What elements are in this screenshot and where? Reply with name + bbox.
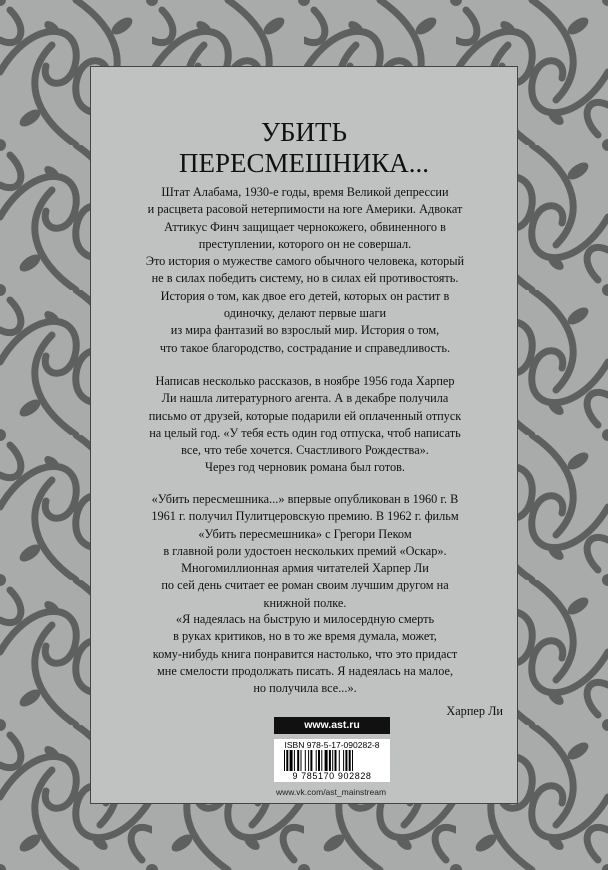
barcode-bar: [308, 750, 309, 771]
synopsis-paragraph: [113, 184, 497, 357]
text-line: преступлении, которого он не совершал.: [198, 236, 412, 251]
text-line: на целый год. «У тебя есть один год отпуска, чтоб написать: [149, 425, 461, 440]
text-line: но получила все...».: [253, 681, 357, 696]
barcode-bar: [335, 750, 337, 771]
text-line: из мира фантазий во взрослый мир. История о том,: [170, 323, 440, 338]
text-line: в руках критиков, но в то же время думала, может,: [173, 629, 437, 644]
text-line: Написав несколько рассказов, в ноябре 1956 года Харпер: [155, 374, 455, 388]
text-line: кому-нибудь книга понравится настолько, что это придаст: [152, 646, 458, 661]
author-quote: [113, 611, 497, 697]
barcode-bar: [297, 750, 299, 771]
barcode-bars: [284, 750, 380, 771]
text-line: «Я надеялась на быструю и милосердную смерть: [175, 612, 435, 626]
barcode-bar: [284, 750, 285, 771]
text-line: письмо от друзей, которые подарили ей оплаченный отпуск: [148, 408, 462, 423]
barcode-bar: [332, 750, 333, 771]
text-line: по сей день считает ее роман своим лучшим другом на: [161, 578, 449, 593]
awards-paragraph: [113, 491, 497, 612]
book-title: [91, 117, 517, 179]
text-line: Это история о мужестве самого обычного человека, который: [145, 254, 465, 269]
text-line: История о том, как двое его детей, которых он растит в: [160, 288, 450, 303]
barcode-bar: [329, 750, 331, 771]
text-line: «Убить пересмешника...» впервые опубликован в 1960 г. В: [151, 492, 459, 506]
barcode-bar: [310, 750, 312, 771]
text-line: не в силах победить систему, но в силах ей противостоять.: [151, 271, 459, 286]
text-panel: [90, 66, 518, 804]
barcode-bar: [316, 750, 317, 771]
history-paragraph: [113, 373, 497, 477]
barcode-bar: [325, 750, 328, 771]
text-line: Ли нашла литературного агента. А в декабре получила: [161, 391, 449, 406]
barcode-bar: [286, 750, 288, 771]
text-line: «Убить пересмешника» с Грегори Пеком: [198, 526, 412, 541]
barcode-bar: [305, 750, 306, 771]
quote-signature: Харпер Ли: [446, 704, 503, 718]
social-link[interactable]: www.vk.com/ast_mainstream: [275, 787, 387, 797]
barcode-bar: [345, 750, 347, 771]
publisher-website[interactable]: www.ast.ru: [274, 717, 390, 734]
barcode-bar: [290, 750, 293, 771]
text-line: 1961 г. получил Пулитцеровскую премию. В 1962 г. фильм: [151, 509, 459, 524]
text-line: Многомиллионная армия читателей Харпер Ли: [181, 561, 429, 576]
barcode-bar: [349, 750, 351, 771]
text-line: мне смелости продолжать писать. Я надеялась на малое,: [156, 663, 454, 678]
text-line: Аттикус Финч защищает чернокожего, обвиненного в: [164, 219, 446, 234]
barcode-digits: 9 785170 902828: [292, 771, 372, 781]
text-line: одиночку, делают первые шаги: [223, 306, 387, 321]
text-line: книжной полке.: [263, 595, 347, 610]
isbn-barcode: [274, 739, 390, 782]
isbn-number: ISBN 978-5-17-090282-8: [284, 740, 380, 750]
barcode-bar: [339, 750, 340, 771]
barcode-bar: [294, 750, 295, 771]
barcode-bar: [321, 750, 322, 771]
text-line: все, что тебе хочется. Счастливого Рождества».: [181, 443, 429, 458]
title-line-2: ПЕРЕСМЕШНИКА...: [178, 148, 429, 178]
text-line: Через год черновик романа был готов.: [205, 460, 405, 475]
text-line: Штат Алабама, 1930-е годы, время Великой депрессии: [161, 185, 449, 199]
barcode-bar: [343, 750, 344, 771]
title-line-1: УБИТЬ: [260, 117, 348, 147]
barcode-bar: [318, 750, 320, 771]
text-line: и расцвета расовой нетерпимости на юге Америки. Адвокат: [147, 202, 463, 217]
barcode-bar: [301, 750, 302, 771]
text-line: что такое благородство, сострадание и справедливость.: [159, 340, 451, 355]
text-line: в главной роли удостоен нескольких премий «Оскар».: [163, 543, 447, 558]
barcode-bar: [352, 750, 353, 771]
